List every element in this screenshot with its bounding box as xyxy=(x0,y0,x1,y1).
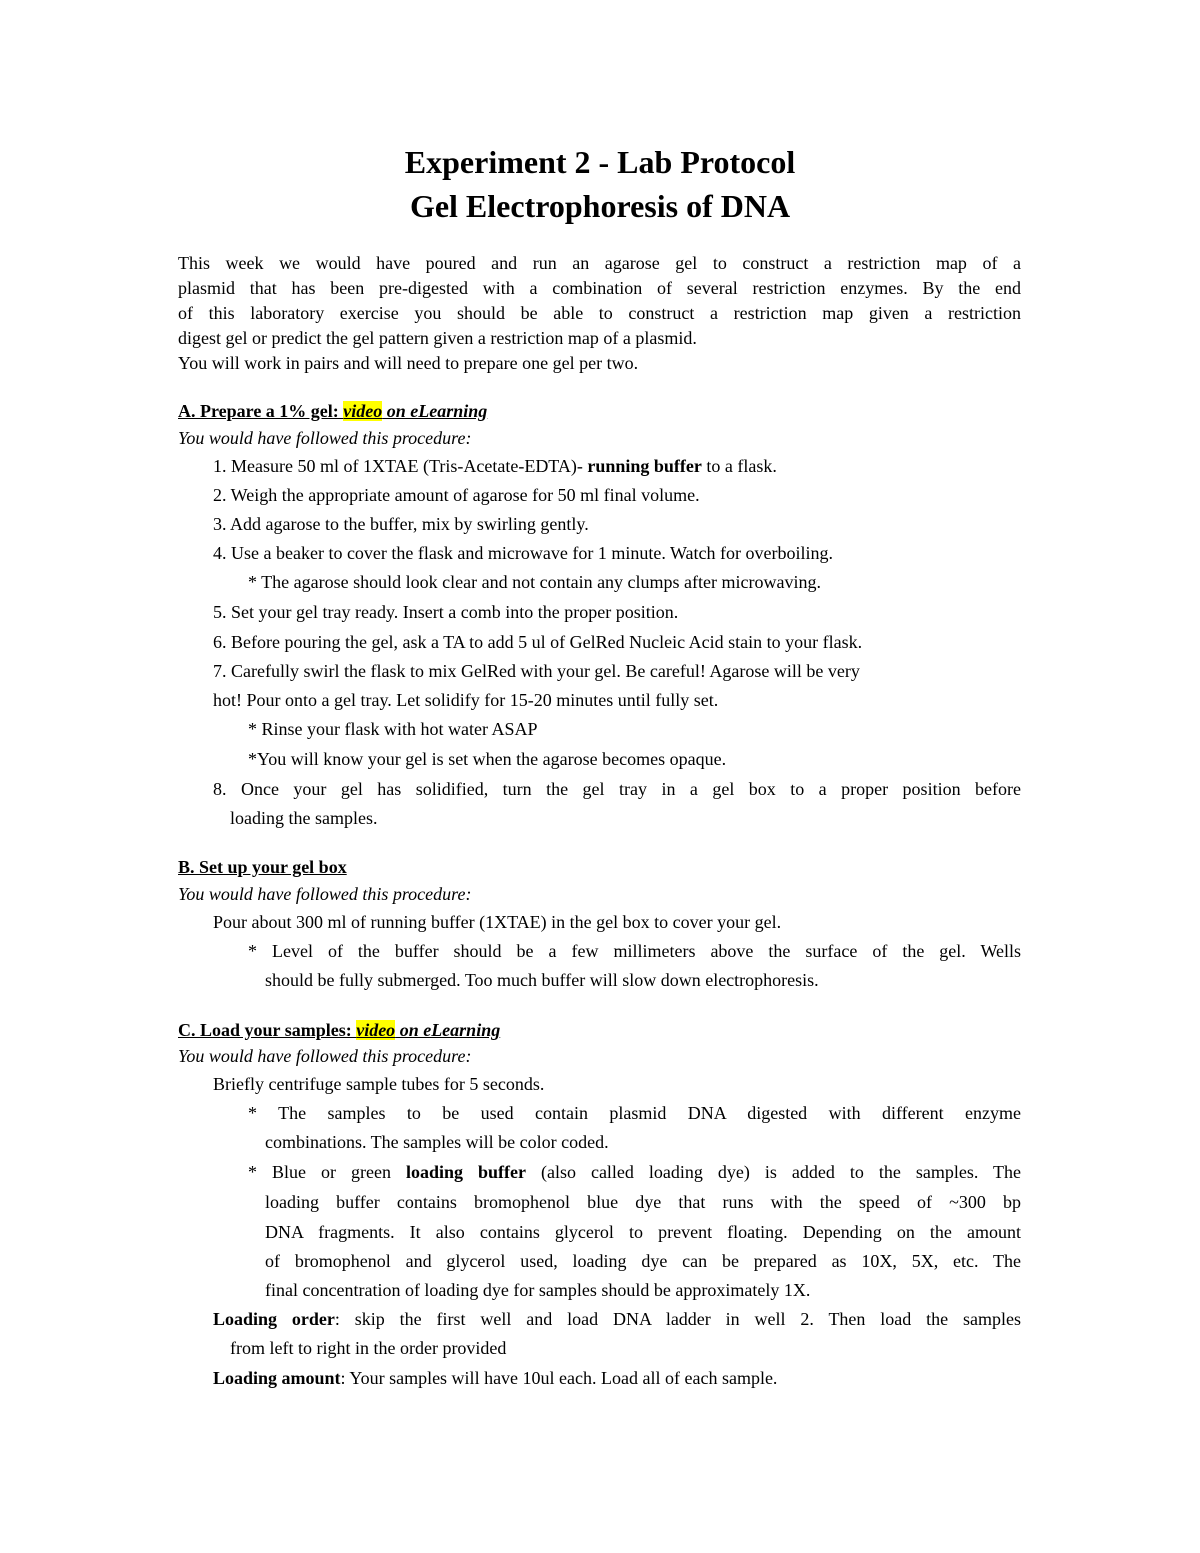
intro-line-4: digest gel or predict the gel pattern given a restriction map of a plasmid. xyxy=(178,328,697,348)
loading-order-text: : skip the first well and load DNA ladder in well 2. Then load the samples xyxy=(334,1309,1022,1329)
section-c-note-2-line-2: loading buffer contains bromophenol blue dye that runs with the speed of ~300 bp xyxy=(265,1192,1021,1212)
section-a-heading-text: A. Prepare a 1% gel: xyxy=(178,401,344,421)
note-2-end: (also called loading dye) is added to the samples. The xyxy=(525,1162,1021,1182)
document-title-line1: Experiment 2 - Lab Protocol xyxy=(404,144,796,180)
section-b-text: Pour about 300 ml of running buffer (1XTAE) in the gel box to cover your gel. xyxy=(213,912,782,932)
section-a-heading-suffix: on eLearning xyxy=(382,401,488,421)
note-2-text: * Blue or green xyxy=(248,1162,406,1182)
step-4-note: * The agarose should look clear and not contain any clumps after microwaving. xyxy=(248,572,821,592)
intro-line-3: of this laboratory exercise you should be able to construct a restriction map given a restriction xyxy=(178,303,1021,323)
step-7-note-2: *You will know your gel is set when the agarose becomes opaque. xyxy=(248,749,727,769)
step-8-line-2: loading the samples. xyxy=(230,808,378,828)
step-7-line-2: hot! Pour onto a gel tray. Let solidify for 15-20 minutes until fully set. xyxy=(213,690,719,710)
section-a-heading xyxy=(178,399,487,423)
note-2-bold: loading buffer xyxy=(405,1162,526,1182)
document-title-line2: Gel Electrophoresis of DNA xyxy=(409,188,791,224)
step-1-text: 1. Measure 50 ml of 1XTAE (Tris-Acetate-EDTA)- xyxy=(213,456,588,476)
loading-amount xyxy=(213,1366,777,1390)
section-c-note-1-line-2: combinations. The samples will be color coded. xyxy=(265,1132,609,1152)
step-7-note-1: * Rinse your flask with hot water ASAP xyxy=(248,719,538,739)
section-a-video-link[interactable]: video xyxy=(343,401,383,421)
section-c-note-2-line-3: DNA fragments. It also contains glycerol to prevent floating. Depending on the amount xyxy=(265,1222,1021,1242)
loading-amount-text: : Your samples will have 10ul each. Load all of each sample. xyxy=(340,1368,778,1388)
section-c-note-1-line-1: * The samples to be used contain plasmid DNA digested with different enzyme xyxy=(248,1103,1021,1123)
section-c-heading-suffix: on eLearning xyxy=(395,1020,501,1040)
intro-line-2: plasmid that has been pre-digested with a combination of several restriction enzymes. By the end xyxy=(178,278,1021,298)
section-a-subtitle: You would have followed this procedure: xyxy=(178,428,472,448)
loading-amount-label: Loading amount xyxy=(213,1368,341,1388)
section-b-note-line-1: * Level of the buffer should be a few millimeters above the surface of the gel. Wells xyxy=(248,941,1021,961)
section-b-subtitle: You would have followed this procedure: xyxy=(178,884,472,904)
section-c-note-2-line-5: final concentration of loading dye for samples should be approximately 1X. xyxy=(265,1280,811,1300)
section-b-heading: B. Set up your gel box xyxy=(178,857,347,877)
step-4: 4. Use a beaker to cover the flask and microwave for 1 minute. Watch for overboiling. xyxy=(213,543,834,563)
intro-line-1: This week we would have poured and run an agarose gel to construct a restriction map of a xyxy=(178,253,1021,273)
step-1-end: to a flask. xyxy=(701,456,777,476)
section-c-video-link[interactable]: video xyxy=(356,1020,396,1040)
step-8-line-1: 8. Once your gel has solidified, turn the gel tray in a gel box to a proper position before xyxy=(213,779,1021,799)
step-6: 6. Before pouring the gel, ask a TA to add 5 ul of GelRed Nucleic Acid stain to your flask. xyxy=(213,632,863,652)
section-c-note-2-line-4: of bromophenol and glycerol used, loading dye can be prepared as 10X, 5X, etc. The xyxy=(265,1251,1021,1271)
section-b-note-line-2: should be fully submerged. Too much buffer will slow down electrophoresis. xyxy=(265,970,819,990)
step-7-line-1: 7. Carefully swirl the flask to mix GelRed with your gel. Be careful! Agarose will be very xyxy=(213,661,860,681)
loading-order-label: Loading order xyxy=(213,1309,335,1329)
step-5: 5. Set your gel tray ready. Insert a comb into the proper position. xyxy=(213,602,679,622)
section-c-heading xyxy=(178,1018,500,1042)
step-1 xyxy=(213,454,777,478)
step-3: 3. Add agarose to the buffer, mix by swirling gently. xyxy=(213,514,589,534)
loading-order-line-1 xyxy=(213,1307,1021,1331)
section-c-note-2-line-1 xyxy=(248,1160,1021,1184)
intro-line-5: You will work in pairs and will need to prepare one gel per two. xyxy=(178,353,639,373)
step-1-bold: running buffer xyxy=(587,456,702,476)
section-c-subtitle: You would have followed this procedure: xyxy=(178,1046,472,1066)
step-2: 2. Weigh the appropriate amount of agarose for 50 ml final volume. xyxy=(213,485,700,505)
loading-order-line-2: from left to right in the order provided xyxy=(230,1338,507,1358)
section-c-heading-text: C. Load your samples: xyxy=(178,1020,357,1040)
section-c-text: Briefly centrifuge sample tubes for 5 seconds. xyxy=(213,1074,545,1094)
